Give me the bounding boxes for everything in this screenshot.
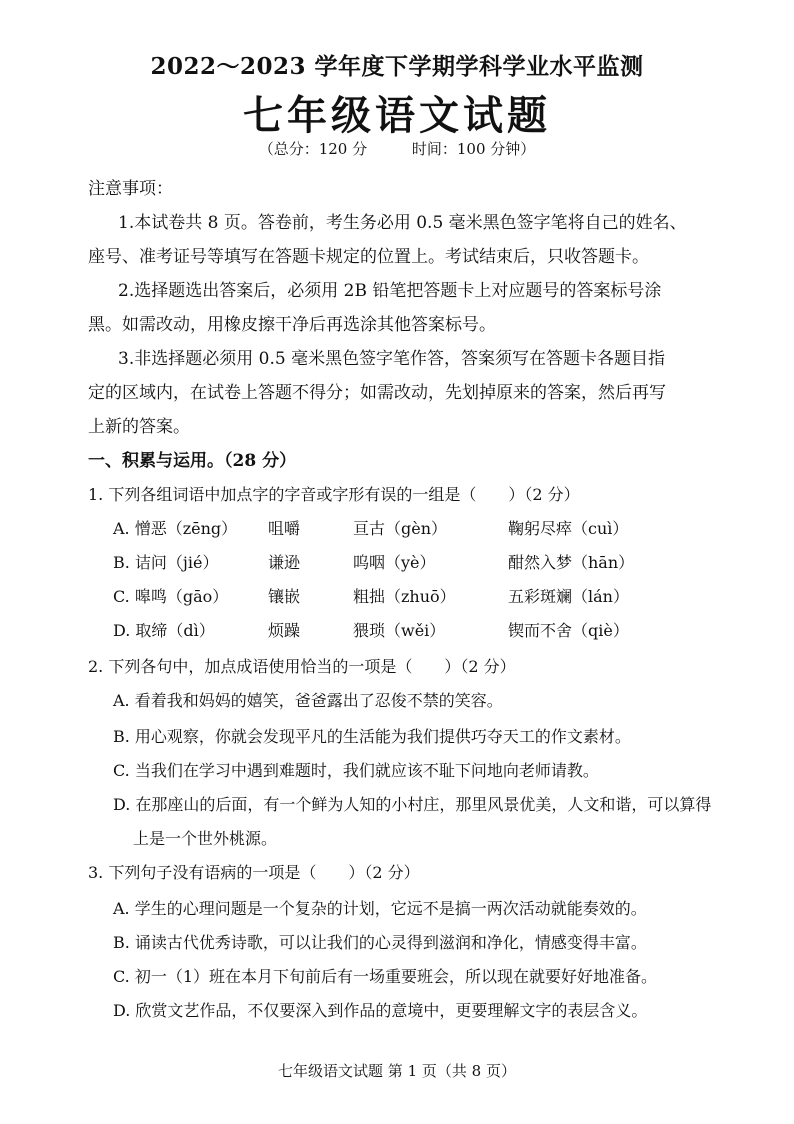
option-cell: D. 取缔（dì） — [113, 621, 215, 640]
page-title: 七年级语文试题 — [243, 92, 551, 139]
option-cell: 呜咽（yè） — [353, 553, 436, 572]
question-1-row-b — [113, 550, 673, 573]
exam-time: 时间：100 分钟） — [411, 140, 536, 158]
notice-line: 1.本试卷共 8 页。答卷前，考生务必用 0.5 毫米黑色签字笔将自己的姓名、 — [118, 213, 687, 233]
notice-line: 座号、准考证号等填写在答题卡规定的位置上。考试结束后，只收答题卡。 — [88, 247, 649, 267]
option-cell: 谦逊 — [268, 553, 301, 572]
total-score: （总分：120 分 — [258, 140, 368, 158]
question-3-stem: 3. 下列句子没有语病的一项是（ ）（2 分） — [88, 863, 420, 882]
exam-header-year: 2022～2023 学年度下学期学科学业水平监测 — [150, 53, 644, 80]
option-cell: 五彩斑斓（lán） — [508, 587, 629, 606]
notice-label: 注意事项： — [88, 179, 173, 199]
option-cell: 粗拙（zhuō） — [353, 587, 456, 606]
notice-line: 2.选择题选出答案后，必须用 2B 铅笔把答题卡上对应题号的答案标号涂 — [118, 281, 662, 301]
option-cell: C. 嗥鸣（gāo） — [113, 587, 229, 606]
question-3-option-c: C. 初一（1）班在本月下旬前后有一场重要班会，所以现在就要好好地准备。 — [113, 967, 658, 986]
option-cell: B. 诘问（jié） — [113, 553, 219, 572]
option-cell: 烦躁 — [268, 621, 301, 640]
notice-line: 黑。如需改动，用橡皮擦干净后再选涂其他答案标号。 — [88, 315, 496, 335]
section-title: 一、积累与运用。（28 分） — [88, 451, 297, 471]
option-cell: 咀嚼 — [268, 519, 301, 538]
question-2-option-a: A. 看着我和妈妈的嬉笑，爸爸露出了忍俊不禁的笑容。 — [113, 691, 503, 710]
option-cell: A. 憎恶（zēng） — [113, 519, 238, 538]
question-1-row-d — [113, 618, 673, 641]
question-2-option-b: B. 用心观察，你就会发现平凡的生活能为我们提供巧夺天工的作文素材。 — [113, 727, 631, 746]
question-2-option-d: D. 在那座山的后面，有一个鲜为人知的小村庄，那里风景优美，人文和谐，可以算得 — [113, 795, 712, 814]
option-cell: 猥琐（wěi） — [353, 621, 446, 640]
notice-line: 上新的答案。 — [88, 417, 190, 437]
option-cell: 镶嵌 — [268, 587, 301, 606]
option-cell: 酣然入梦（hān） — [508, 553, 635, 572]
notice-line: 3.非选择题必须用 0.5 毫米黑色签字笔作答，答案须写在答题卡各题目指 — [118, 349, 666, 369]
question-3-option-a: A. 学生的心理问题是一个复杂的计划，它远不是搞一两次活动就能奏效的。 — [113, 899, 647, 918]
exam-meta — [0, 138, 794, 159]
question-3-option-b: B. 诵读古代优秀诗歌，可以让我们的心灵得到滋润和净化，情感变得丰富。 — [113, 933, 647, 952]
option-cell: 亘古（gèn） — [353, 519, 448, 538]
notice-line: 定的区域内，在试卷上答题不得分；如需改动，先划掉原来的答案，然后再写 — [88, 383, 666, 403]
question-2-option-d-cont: 上是一个世外桃源。 — [133, 829, 278, 848]
question-1-stem: 1. 下列各组词语中加点字的字音或字形有误的一组是（ ）（2 分） — [88, 485, 580, 504]
question-1-row-a — [113, 516, 673, 539]
question-3-option-d: D. 欣赏文艺作品，不仅要深入到作品的意境中，更要理解文字的表层含义。 — [113, 1001, 648, 1020]
question-2-stem: 2. 下列各句中，加点成语使用恰当的一项是（ ）（2 分） — [88, 657, 516, 676]
option-cell: 鞠躬尽瘁（cuì） — [508, 519, 629, 538]
question-1-row-c — [113, 584, 673, 607]
option-cell: 锲而不舍（qiè） — [508, 621, 629, 640]
question-2-option-c: C. 当我们在学习中遇到难题时，我们就应该不耻下问地向老师请教。 — [113, 761, 599, 780]
page-footer: 七年级语文试题 第 1 页（共 8 页） — [278, 1062, 516, 1080]
